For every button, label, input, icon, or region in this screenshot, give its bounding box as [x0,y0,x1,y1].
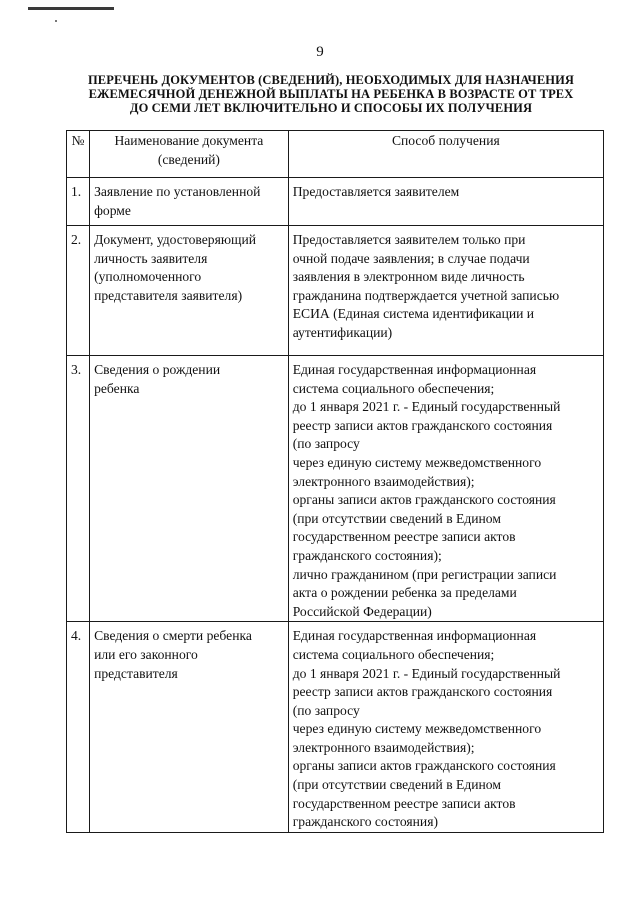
document-name-line: личность заявителя [94,250,208,266]
method-line: до 1 января 2021 г. - Единый государственный [292,399,561,415]
method-line: очной подаче заявления; в случае подачи [292,250,530,266]
method-line: до 1 января 2021 г. - Единый государственный [292,665,561,681]
method-line: (по запросу [292,436,360,452]
documents-table [66,130,604,833]
row-method [288,356,603,622]
method-line: государственном реестре записи актов [292,795,516,811]
table-row [67,356,604,622]
document-name-line: Сведения о рождении [94,362,221,377]
row-method [288,226,603,356]
row-document-name [90,622,289,833]
row-method [288,622,603,833]
method-line: система социального обеспечения; [292,646,495,662]
method-line: (при отсутствии сведений в Едином [292,777,501,793]
method-line: реестр записи актов гражданского состояния [292,417,553,433]
method-line: электронного взаимодействия); [292,473,475,489]
method-line: Единая государственная информационная [292,362,537,377]
method-line: гражданского состояния) [292,814,438,830]
method-line: ЕСИА (Единая система идентификации и [292,306,535,322]
title-line: ЕЖЕМЕСЯЧНОЙ ДЕНЕЖНОЙ ВЫПЛАТЫ НА РЕБЕНКА В ВОЗРАСТЕ ОТ ТРЕХ [88,87,574,101]
document-title [66,73,596,115]
method-line: гражданина подтверждается учетной записью [292,287,560,303]
method-line: заявления в электронном виде личность [292,269,525,285]
document-name-line: (уполномоченного [94,269,202,285]
document-name-line: Заявление по установленной [94,184,261,199]
method-line: государственном реестре записи актов [292,529,516,545]
method-line: электронного взаимодействия); [292,739,475,755]
method-line: органы записи актов гражданского состояния [292,492,556,508]
method-line: Российской Федерации) [292,603,432,619]
method-line: аутентификации) [292,324,393,340]
table-row [67,226,604,356]
scan-artifact-line [28,7,114,10]
method-line: Единая государственная информационная [292,628,537,644]
scan-artifact-dot [55,20,57,22]
title-line: ДО СЕМИ ЛЕТ ВКЛЮЧИТЕЛЬНО И СПОСОБЫ ИХ ПОЛУЧЕНИЯ [129,101,533,115]
row-number: 4. [67,622,90,833]
method-line: лично гражданином (при регистрации записи [292,566,557,582]
table-header-row [67,131,604,178]
page-number: 9 [316,44,324,60]
document-name-line: представителя [94,665,178,681]
method-line: реестр записи актов гражданского состояния [292,684,553,700]
header-name-line: Наименование документа [114,133,264,148]
method-line: система социального обеспечения; [292,380,495,396]
table-row [67,178,604,226]
row-number: 1. [67,178,90,226]
title-line: ПЕРЕЧЕНЬ ДОКУМЕНТОВ (СВЕДЕНИЙ), НЕОБХОДИМЫХ ДЛЯ НАЗНАЧЕНИЯ [87,73,575,87]
method-line: Предоставляется заявителем только при [292,232,526,247]
row-document-name [90,226,289,356]
method-line: органы записи актов гражданского состояния [292,758,556,774]
table-row [67,622,604,833]
method-line: через единую систему межведомственного [292,454,542,470]
method-line: через единую систему межведомственного [292,721,542,737]
header-document-name [90,131,289,178]
method-line: (по запросу [292,702,360,718]
row-number: 3. [67,356,90,622]
method-line: акта о рождении ребенка за пределами [292,585,517,601]
method-line: (при отсутствии сведений в Едином [292,510,501,526]
document-name-line: ребенка [94,380,140,396]
document-name-line: Документ, удостоверяющий [94,232,256,247]
method-line: Предоставляется заявителем [292,184,460,199]
document-name-line: форме [94,202,131,218]
document-name-line: представителя заявителя) [94,287,243,303]
header-name-line: (сведений) [157,151,220,167]
row-number: 2. [67,226,90,356]
row-document-name [90,178,289,226]
document-name-line: или его законного [94,646,198,662]
row-document-name [90,356,289,622]
row-method [288,178,603,226]
method-line: гражданского состояния); [292,547,442,563]
header-number: № [67,131,90,178]
document-name-line: Сведения о смерти ребенка [94,628,252,644]
header-method: Способ получения [288,131,603,178]
